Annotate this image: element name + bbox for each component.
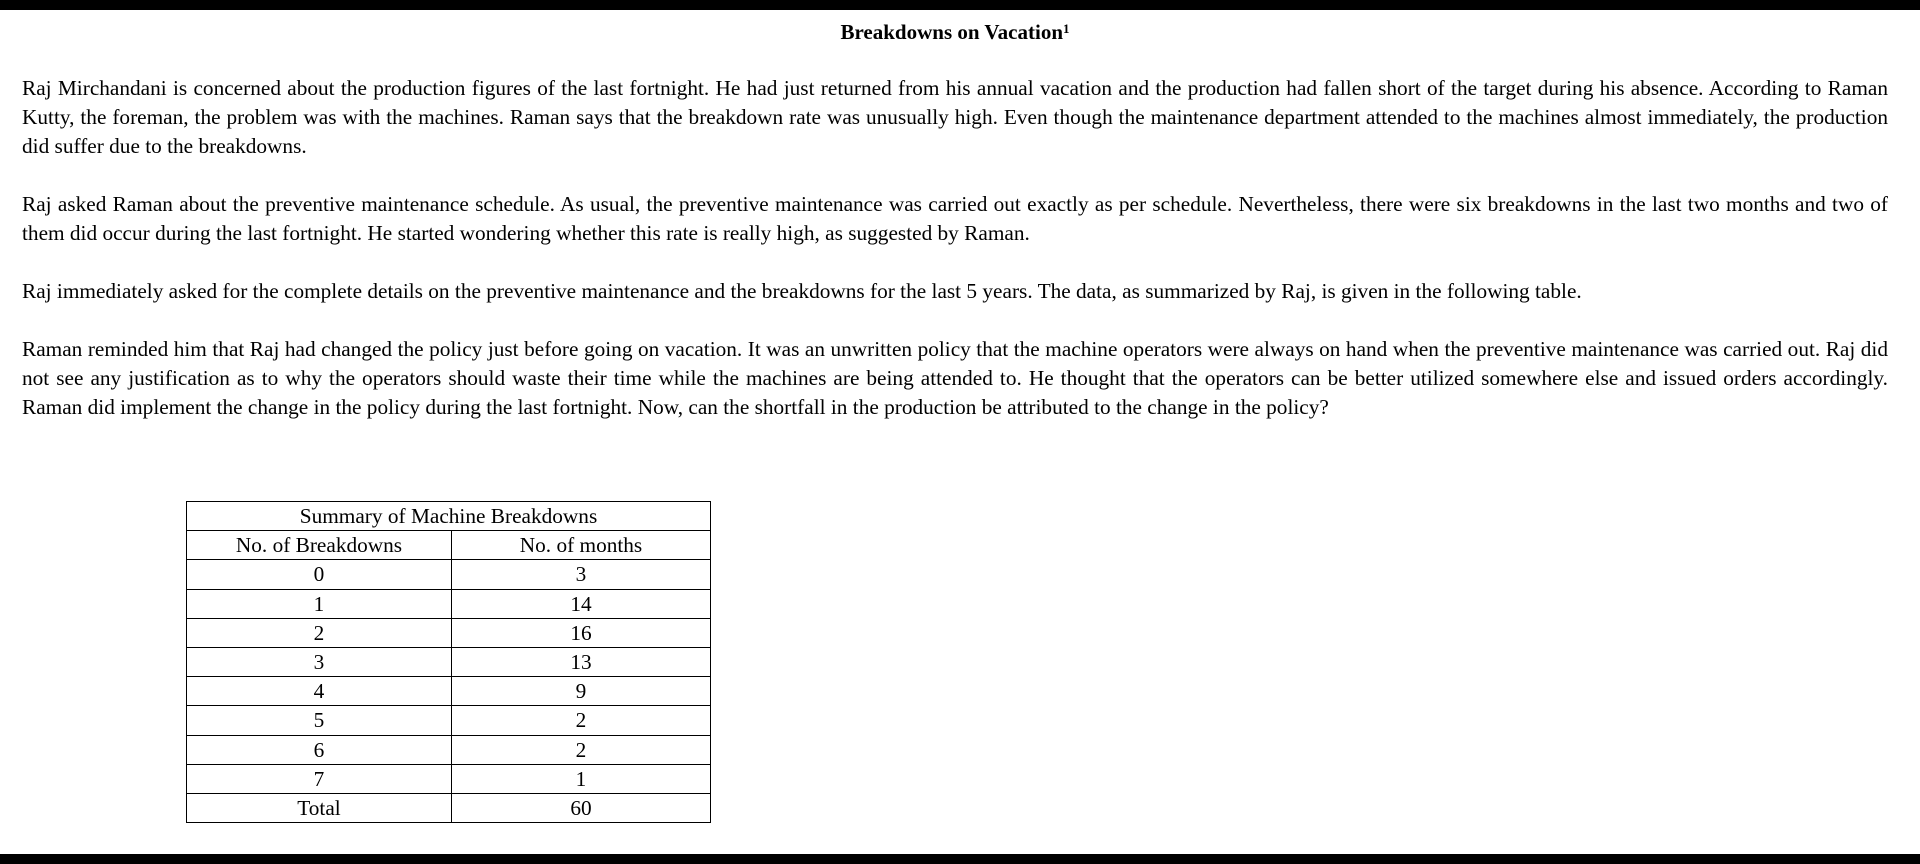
breakdowns-cell: 7 <box>187 764 452 793</box>
table-row <box>187 589 711 618</box>
document-title-text: Breakdowns on Vacation <box>840 20 1063 44</box>
breakdowns-cell: 1 <box>187 589 452 618</box>
column-header-months: No. of months <box>452 531 711 560</box>
table-row <box>187 735 711 764</box>
table-row <box>187 764 711 793</box>
table-caption-row <box>187 502 711 531</box>
document-page <box>0 10 1920 854</box>
document-body <box>22 10 1888 422</box>
months-cell: 14 <box>452 589 711 618</box>
total-value: 60 <box>452 793 711 822</box>
breakdowns-cell: 6 <box>187 735 452 764</box>
table-header-row <box>187 531 711 560</box>
breakdown-summary-table <box>186 501 711 823</box>
paragraph-3: Raj immediately asked for the complete details on the preventive maintenance and the breakdowns for the last 5 years. The data, as summarized by Raj, is given in the following table. <box>22 279 1582 303</box>
table-caption: Summary of Machine Breakdowns <box>187 502 711 531</box>
months-cell: 2 <box>452 735 711 764</box>
footnote-marker: 1 <box>1063 21 1070 36</box>
table-row <box>187 560 711 589</box>
paragraph-1: Raj Mirchandani is concerned about the production figures of the last fortnight. He had just returned from his annual vacation and the production had fallen short of the target during his absence. According to Raman Kutty, the foreman, the problem was with the machines. Raman says that the breakdown rate was unusually high. Even though the maintenance department attended to the machines almost immediately, the production did suffer due to the breakdowns. <box>22 76 1888 158</box>
breakdowns-cell: 5 <box>187 706 452 735</box>
months-cell: 3 <box>452 560 711 589</box>
months-cell: 13 <box>452 647 711 676</box>
paragraph-4: Raman reminded him that Raj had changed the policy just before going on vacation. It was an unwritten policy that the machine operators were always on hand when the preventive maintenance was carried out. Raj did not see any justification as to why the operators should waste their time while the machines are being attended to. He thought that the operators can be better utilized somewhere else and issued orders accordingly. Raman did implement the change in the policy during the last fortnight. Now, can the shortfall in the production be attributed to the change in the policy? <box>22 337 1888 419</box>
table-row <box>187 647 711 676</box>
column-header-breakdowns: No. of Breakdowns <box>187 531 452 560</box>
months-cell: 2 <box>452 706 711 735</box>
table-row <box>187 677 711 706</box>
breakdowns-cell: 4 <box>187 677 452 706</box>
paragraph-2: Raj asked Raman about the preventive maintenance schedule. As usual, the preventive maintenance was carried out exactly as per schedule. Nevertheless, there were six breakdowns in the last two months and two of them did occur during the last fortnight. He started wondering whether this rate is really high, as suggested by Raman. <box>22 192 1888 245</box>
months-cell: 16 <box>452 618 711 647</box>
table-row <box>187 706 711 735</box>
document-title <box>22 20 1888 44</box>
table-total-row <box>187 793 711 822</box>
months-cell: 1 <box>452 764 711 793</box>
breakdowns-cell: 0 <box>187 560 452 589</box>
breakdowns-cell: 2 <box>187 618 452 647</box>
months-cell: 9 <box>452 677 711 706</box>
breakdowns-cell: 3 <box>187 647 452 676</box>
total-label: Total <box>187 793 452 822</box>
table-row <box>187 618 711 647</box>
